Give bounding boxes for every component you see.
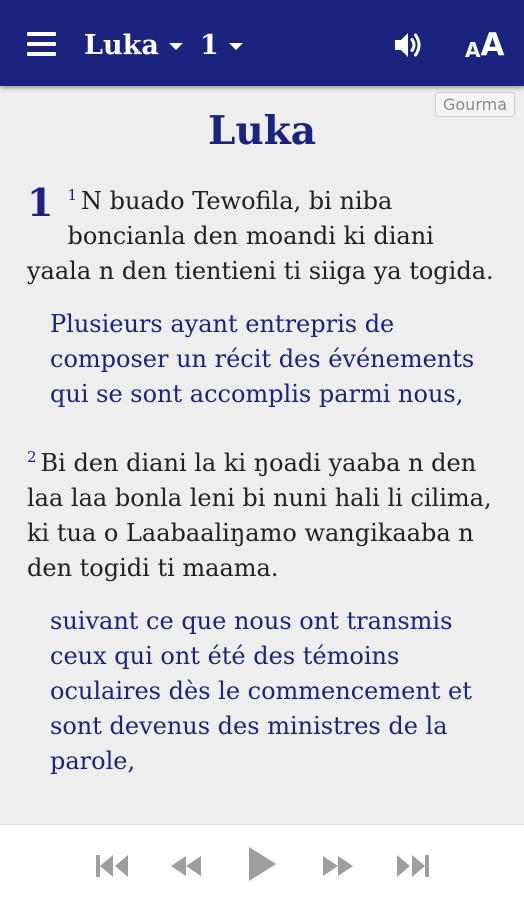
top-app-bar <box>0 0 524 86</box>
fast-forward-icon <box>322 853 354 879</box>
font-size-button[interactable]: A A <box>465 26 505 63</box>
menu-button[interactable] <box>26 32 56 56</box>
hamburger-menu-icon <box>27 32 56 36</box>
verse-number: 2 <box>27 448 37 466</box>
chapter-number: 1 <box>27 180 54 225</box>
skip-next-icon <box>394 853 430 879</box>
play-icon <box>247 846 277 882</box>
rewind-icon <box>170 853 202 879</box>
chapter-selector[interactable] <box>200 25 243 65</box>
chapter-name: 1 <box>200 29 219 61</box>
book-title: Luka <box>207 108 317 154</box>
verse-translation: Plusieurs ayant entrepris de composer un récit des événements qui se sont accomplis parmi nous, <box>50 310 475 408</box>
audio-button[interactable] <box>392 30 426 60</box>
verse-paragraph <box>27 440 497 586</box>
skip-previous-icon <box>95 853 131 879</box>
text-size-icon: A <box>465 37 481 62</box>
verse-number: 1 <box>67 186 77 204</box>
language-badge[interactable]: Gourma <box>435 92 515 117</box>
fast-forward-button[interactable] <box>322 853 354 879</box>
skip-previous-button[interactable] <box>95 853 131 879</box>
verse-text: N buado Tewofila, bi niba boncianla den moandi ki diani yaala n den tientieni ti siiga ya togida. <box>27 187 494 285</box>
play-button[interactable] <box>247 846 277 882</box>
skip-next-button[interactable] <box>394 853 430 879</box>
verse-text: Bi den diani la ki ŋoadi yaaba n den laa laa bonla leni bi nuni hali li cilima, ki tua o Laabaaliŋamo wangikaaba n den togidi ti maama. <box>27 449 492 582</box>
caret-down-icon <box>229 43 243 50</box>
rewind-button[interactable] <box>170 853 202 879</box>
audio-player-bar <box>0 824 524 901</box>
book-selector[interactable] <box>84 25 183 65</box>
caret-down-icon <box>169 43 183 50</box>
book-name: Luka <box>84 29 159 61</box>
verse-paragraph <box>27 178 497 289</box>
verse-translation: suivant ce que nous ont transmis ceux qui ont été des témoins oculaires dès le commencement et sont devenus des ministres de la parole, <box>50 607 472 775</box>
speaker-icon <box>392 30 424 60</box>
scripture-content <box>27 178 497 779</box>
